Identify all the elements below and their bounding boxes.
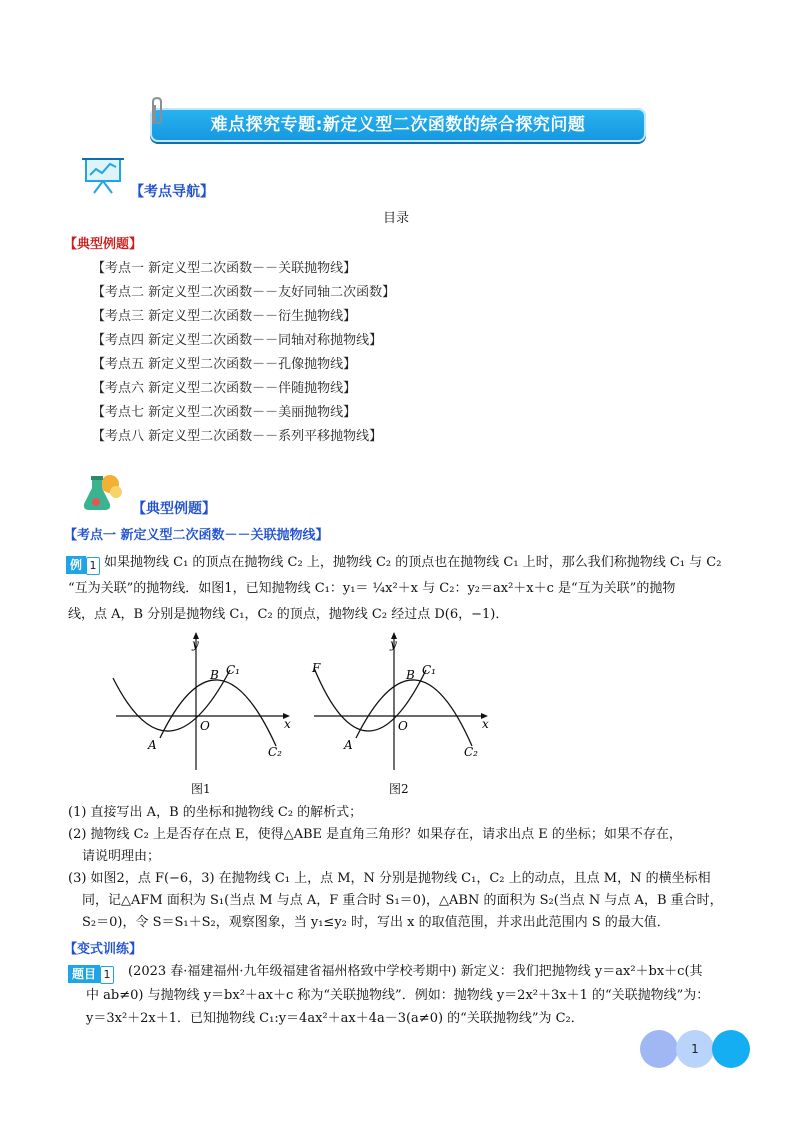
- svg-text:O: O: [398, 719, 408, 733]
- toc-item[interactable]: 【考点六 新定义型二次函数－－伴随抛物线】: [92, 381, 357, 396]
- page-decoration-circle: [712, 1030, 750, 1068]
- examples-heading: 【典型例题】: [132, 501, 216, 517]
- page-title: 难点探究专题:新定义型二次函数的综合探究问题: [210, 115, 586, 135]
- question-line: (3) 如图2，点 F(−6，3) 在抛物线 C₁ 上，点 M，N 分别是抛物线 C₁，C₂ 上的动点，且点 M，N 的横坐标相: [68, 871, 711, 886]
- exercise-line: 中 ab≠0) 与抛物线 y＝bx²＋ax＋c 称为“关联抛物线”．例如：抛物线 y＝2x²＋3x＋1 的“关联抛物线”为：: [86, 988, 710, 1003]
- toc-title: 目录: [383, 211, 410, 226]
- toc-item[interactable]: 【考点五 新定义型二次函数－－孔像抛物线】: [92, 357, 357, 372]
- toc-item[interactable]: 【考点八 新定义型二次函数－－系列平移抛物线】: [92, 429, 383, 444]
- svg-text:B: B: [406, 668, 415, 682]
- example-line: 线，点 A，B 分别是抛物线 C₁，C₂ 的顶点，抛物线 C₂ 经过点 D(6，−1)．: [68, 607, 509, 622]
- point-a-label: A: [148, 738, 157, 752]
- svg-text:C₂: C₂: [464, 745, 478, 759]
- figure-2-caption: 图2: [389, 782, 409, 796]
- question-line: (2) 抛物线 C₂ 上是否存在点 E，使得△ABE 是直角三角形？如果存在，请求出点 E 的坐标；如果不存在，: [68, 827, 682, 842]
- figure-1-caption: 图1: [191, 782, 211, 796]
- axis-x-label: x: [284, 717, 291, 731]
- toc-item[interactable]: 【考点一 新定义型二次函数－－关联抛物线】: [92, 261, 357, 276]
- example-label: [66, 554, 100, 575]
- exercise-label: [68, 963, 114, 984]
- presentation-board-icon: [82, 155, 124, 195]
- curve-c2-label: C₂: [268, 745, 282, 759]
- toc-item[interactable]: 【考点二 新定义型二次函数－－友好同轴二次函数】: [92, 285, 396, 300]
- toc-item[interactable]: 【考点四 新定义型二次函数－－同轴对称抛物线】: [92, 333, 383, 348]
- example-line: “互为关联”的抛物线．如图1，已知抛物线 C₁：y₁＝ ¼x²＋x 与 C₂：y₂＝ax²＋x＋c 是“互为关联”的抛物: [68, 581, 676, 596]
- toc-group-heading: 【典型例题】: [64, 237, 143, 252]
- question-line: 同，记△AFM 面积为 S₁(当点 M 与点 A，F 重合时 S₁＝0)，△ABN 的面积为 S₂(当点 N 与点 A，B 重合时，: [82, 893, 723, 908]
- exercise-line: (2023 春·福建福州·九年级福建省福州格致中学校考期中) 新定义：我们把抛物线 y＝ax²＋bx＋c(其: [128, 964, 703, 979]
- page-number: 1: [691, 1042, 699, 1056]
- question-line: S₂＝0)，令 S＝S₁＋S₂，观察图象，当 y₁≤y₂ 时，写出 x 的取值范围，并求出此范围内 S 的最大值．: [82, 915, 670, 930]
- flask-icon: [82, 470, 126, 514]
- figure-2: [306, 628, 496, 778]
- toc-item[interactable]: 【考点七 新定义型二次函数－－美丽抛物线】: [92, 405, 357, 420]
- nav-heading: 【考点导航】: [130, 184, 214, 200]
- toc-item[interactable]: 【考点三 新定义型二次函数－－衍生抛物线】: [92, 309, 357, 324]
- question-line: 请说明理由；: [82, 849, 161, 864]
- point-b-label: B: [210, 668, 219, 682]
- figure-1: [108, 628, 298, 778]
- svg-text:A: A: [344, 738, 353, 752]
- example-line: 如果抛物线 C₁ 的顶点在抛物线 C₂ 上，抛物线 C₂ 的顶点也在抛物线 C₁ 上时，那么我们称抛物线 C₁ 与 C₂: [104, 555, 722, 570]
- kp1-heading: 【考点一 新定义型二次函数－－关联抛物线】: [64, 528, 329, 543]
- svg-text:C₁: C₁: [422, 663, 436, 677]
- example-number: 1: [86, 557, 100, 575]
- origin-label: O: [200, 719, 210, 733]
- variant-heading: 【变式训练】: [64, 942, 143, 957]
- question-line: (1) 直接写出 A，B 的坐标和抛物线 C₂ 的解析式；: [68, 805, 363, 820]
- point-f-label: F: [312, 661, 321, 675]
- example-badge: 例: [66, 556, 86, 574]
- page-decoration-circle: [640, 1030, 678, 1068]
- exercise-badge: 题目: [68, 965, 100, 983]
- svg-text:y: y: [390, 637, 397, 651]
- exercise-line: y＝3x²＋2x＋1．已知抛物线 C₁:y＝4ax²＋ax＋4a－3(a≠0) 的“关联抛物线”为 C₂．: [86, 1011, 584, 1026]
- axis-y-label: y: [192, 637, 199, 651]
- svg-text:x: x: [482, 717, 489, 731]
- curve-c1-label: C₁: [226, 663, 240, 677]
- exercise-number: 1: [100, 966, 114, 984]
